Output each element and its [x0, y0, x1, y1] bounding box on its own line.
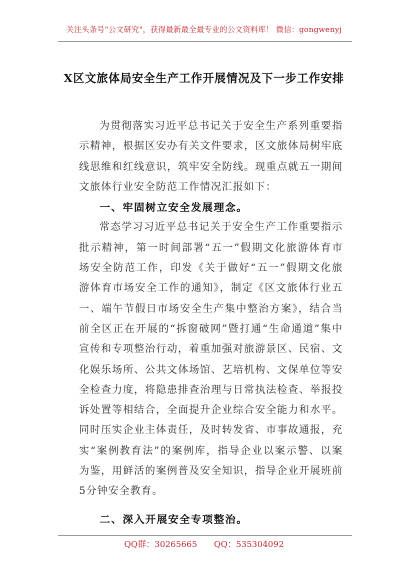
section-body-1: 常态学习习近平总书记关于安全生产工作重要指示批示精神，第一时间部署“五一”假期文化旅游体育市场安全防范工作，印发《关于做好“五一”假期文化旅游体育市场安全工作的通知》，制定《区文旅体行业五一、端午节假日市场安全生产集中整治方案》，结合当前全区正在开展的“拆窗破网”暨打通“生命通道”集中宣传和专项整治行动，着重加强对旅游景区、民宿、文化娱乐场所、公共文体场馆、艺培机构、文保单位等安全检查力度，将隐患排查治理与日常执法检查、举报投诉处置等相结合，全面提升企业综合安全能力和水平。同时压实企业主体责任，及时转发省、市事故通报，充实“案例教育法”的案例库，指导企业以案示警、以案为鉴，用鲜活的案例普及安全知识，指导企业开展班前5分钟安全教育。 [79, 222, 343, 498]
footer-qq-group: QQ群：30265665 [124, 539, 198, 549]
intro-paragraph: 为贯彻落实习近平总书记关于安全生产系列重要指示精神，根据区安办有关文件要求，区文旅体局树牢底线思维和红线意识，筑牢安全防线。现重点就五一期间文旅体行业安全防范工作情况汇报如下： [79, 121, 343, 193]
top-banner: 关注头条号"公文研究"，获得最新最全最专业的公文资料库！ 微信：gongwenyj [66, 25, 342, 34]
header-divider [58, 41, 352, 42]
document-body [79, 117, 343, 530]
footer [0, 538, 408, 550]
footer-divider [58, 535, 352, 536]
paragraph-gap [79, 503, 343, 510]
footer-qq: QQ：535304092 [213, 539, 284, 549]
document-title: X区文旅体局安全生产工作开展情况及下一步工作安排 [63, 71, 345, 85]
section-heading-2: 二、深入开展安全专项整治。 [99, 513, 248, 526]
section-heading-1: 一、牢固树立安全发展理念。 [99, 202, 248, 215]
